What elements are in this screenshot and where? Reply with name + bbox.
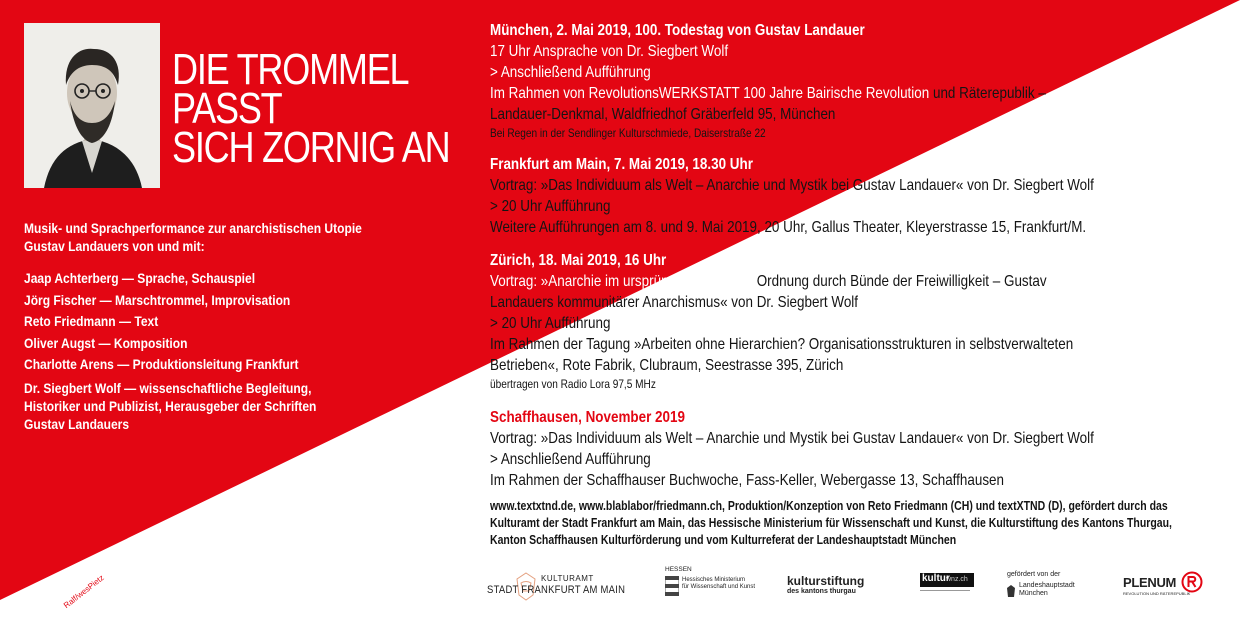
intro-line-1: Musik- und Sprachperformance zur anarchistischen Utopie xyxy=(24,220,362,236)
logo-muenchen-line-1: gefördert von der xyxy=(1007,571,1061,578)
logo-thurgau-line-2: des kantons thurgau xyxy=(787,588,856,595)
event-heading: München, 2. Mai 2019, 100. Todestag von Gustav Landauer xyxy=(490,22,865,39)
event-line xyxy=(490,271,1212,292)
cast-item: Gustav Landauers xyxy=(24,415,130,432)
title-line-1: DIE TROMMEL xyxy=(172,45,409,94)
event-line: > Anschließend Aufführung xyxy=(490,451,651,468)
event-line-part: Im Rahmen von RevolutionsWERKSTATT 100 Jahre Bairische Revolution xyxy=(490,85,933,102)
logo-muenchen xyxy=(1007,565,1097,605)
logo-plenum xyxy=(1123,565,1223,605)
events-list xyxy=(490,20,1212,503)
cast-item: Charlotte Arens — Produktionsleitung Frankfurt xyxy=(24,356,299,372)
event-line-part: Vortrag: »Anarchie im ursprünglichen Sinne: xyxy=(490,273,757,290)
poster-title xyxy=(172,45,450,172)
event-line xyxy=(490,217,1212,238)
event-line: Landauer-Denkmal, Waldfriedhof Gräberfeld 95, München xyxy=(490,106,836,123)
event-line xyxy=(490,83,1212,104)
logo-hessen xyxy=(665,565,765,605)
logo-frankfurt-top: KULTURAMT xyxy=(541,574,594,583)
event-line: > Anschließend Aufführung xyxy=(490,64,651,81)
intro-text xyxy=(24,219,385,255)
event-line: Vortrag: »Das Individuum als Welt – Anarchie und Mystik bei Gustav Landauer« von Dr. Siegbert Wolf xyxy=(490,177,1094,194)
event-line: 17 Uhr Ansprache von Dr. Siegbert Wolf xyxy=(490,43,729,60)
logo-muenchen-line-3: München xyxy=(1019,590,1048,597)
cast-item: Reto Friedmann — Text xyxy=(24,313,159,329)
event-note: Bei Regen in der Sendlinger Kulturschmiede, Daiserstraße 22 xyxy=(490,126,766,140)
event-heading: Schaffhausen, November 2019 xyxy=(490,409,685,426)
plenum-r-icon xyxy=(1181,571,1203,593)
credits-line: Kulturamt der Stadt Frankfurt am Main, das Hessische Ministerium für Wissenschaft und Kunst, die Kulturstiftung des Kantons Thurgau, xyxy=(490,516,1172,530)
logo-thurgau-line-1: kulturstiftung xyxy=(787,574,865,588)
event-line: Betrieben«, Rote Fabrik, Clubraum, Seestrasse 395, Zürich xyxy=(490,357,844,374)
event-line: Im Rahmen der Schaffhauser Buchwoche, Fass-Keller, Webergasse 13, Schaffhausen xyxy=(490,472,1005,489)
logo-kultur-line-1: kultur xyxy=(922,573,950,584)
cast-item: Dr. Siegbert Wolf — wissenschaftliche Begleitung, xyxy=(24,379,312,396)
logo-frankfurt xyxy=(487,565,647,605)
event-line: Vortrag: »Das Individuum als Welt – Anarchie und Mystik bei Gustav Landauer« von Dr. Siegbert Wolf xyxy=(490,430,1094,447)
event-line-part: Ordnung durch Bünde der Freiwilligkeit – Gustav xyxy=(756,273,1047,290)
logo-plenum-main: PLENUM xyxy=(1123,575,1177,590)
logo-kultur-line-2: wnz.ch xyxy=(946,576,968,583)
title-line-2: PASST xyxy=(172,84,282,133)
event-line: > 20 Uhr Aufführung xyxy=(490,315,611,332)
logo-muenchen-line-2: Landeshauptstadt xyxy=(1019,582,1075,589)
logo-kultur-fineprint xyxy=(920,590,970,599)
cast-item: Historiker und Publizist, Herausgeber der Schriften xyxy=(24,397,317,414)
title-line-3: SICH ZORNIG AN xyxy=(172,123,450,172)
event-line: Im Rahmen der Tagung »Arbeiten ohne Hierarchien? Organisationsstrukturen in selbstverwalteten xyxy=(490,336,1074,353)
logo-kultur-schaffhausen xyxy=(920,565,980,605)
logo-plenum-sub: REVOLUTION UND RÄTEREPUBLIK xyxy=(1123,591,1191,596)
cast-list xyxy=(24,268,385,433)
event-line: > 20 Uhr Aufführung xyxy=(490,198,611,215)
event-line: Landauers kommunitärer Anarchismus« von Dr. Siegbert Wolf xyxy=(490,294,859,311)
event-heading: Zürich, 18. Mai 2019, 16 Uhr xyxy=(490,252,667,269)
cast-item: Oliver Augst — Komposition xyxy=(24,334,188,351)
event-line-part: Weitere Aufführungen am 8. und 9. Mai 2019, 20 Uhr, xyxy=(490,219,812,236)
logo-hessen-line-1: Hessisches Ministerium xyxy=(682,577,746,583)
credits xyxy=(490,498,1212,549)
cast-item: Jaap Achterberg — Sprache, Schauspiel xyxy=(24,270,256,286)
event-note: übertragen von Radio Lora 97,5 MHz xyxy=(490,377,656,391)
intro-line-2: Gustav Landauers von und mit: xyxy=(24,238,205,254)
logo-hessen-line-2: für Wissenschaft und Kunst xyxy=(682,584,756,590)
portrait-photo xyxy=(24,23,160,188)
event-zurich xyxy=(490,250,1212,393)
logo-hessen-top: HESSEN xyxy=(665,566,692,573)
event-frankfurt xyxy=(490,154,1212,238)
photo-credit: Ralf/wesPietz xyxy=(62,573,106,611)
muenchen-kindl-icon xyxy=(1007,585,1015,597)
event-schaffhausen xyxy=(490,407,1212,491)
logo-kulturstiftung-thurgau xyxy=(787,565,902,605)
event-munich xyxy=(490,20,1212,142)
cast-item: Jörg Fischer — Marschtrommel, Improvisation xyxy=(24,291,291,308)
credits-line: Kanton Schaffhausen Kulturförderung und vom Kulturreferat der Landeshauptstadt München xyxy=(490,533,957,547)
sponsor-logos xyxy=(485,565,1225,610)
hessen-lion-icon xyxy=(665,576,679,596)
event-heading: Frankfurt am Main, 7. Mai 2019, 18.30 Uhr xyxy=(490,156,753,173)
event-line-part: und Räterepublik – xyxy=(932,85,1046,102)
credits-line: www.textxtnd.de, www.blablabor/friedmann.ch, Produktion/Konzeption von Reto Friedmann (CH) und textXTND (D), gefördert durch das xyxy=(490,499,1168,513)
logo-frankfurt-main: STADT FRANKFURT AM MAIN xyxy=(487,584,626,596)
event-line-part: Gallus Theater, Kleyerstrasse 15, Frankfurt/M. xyxy=(811,219,1087,236)
